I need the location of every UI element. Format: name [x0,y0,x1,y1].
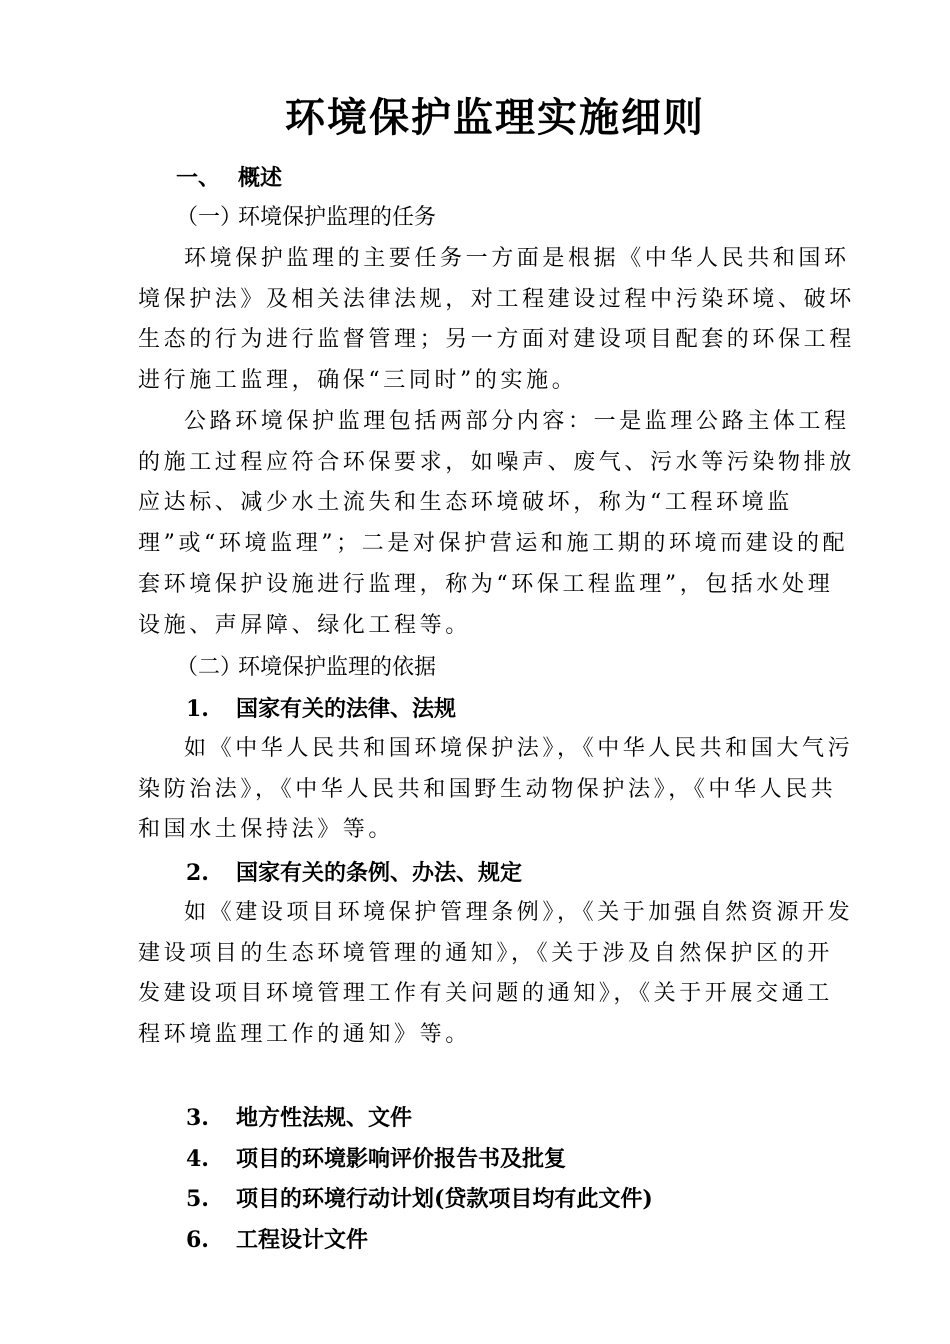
page-title: 环境保护监理实施细则 [285,94,705,141]
basis-item-number: 3. [186,1105,209,1131]
subsection-number: （一） [176,205,243,230]
subsection-heading-tasks [176,203,436,233]
basis-item-text: 国家有关的条例、办法、规定 [236,860,523,886]
basis-item-text: 项目的环境影响评价报告书及批复 [236,1146,567,1172]
basis-item-number: 1. [186,696,209,722]
paragraph-highway-supervision: 公路环境保护监理包括两部分内容：一是监理公路主体工程的施工过程应符合环保要求，如噪声、废气、污水等污染物排放应达标、减少水土流失和生态环境破坏，称为“工程环境监理”或“环境监理”；二是对保护营运和施工期的环境而建设的配套环境保护设施进行监理，称为“环保工程监理”，包括水处理设施、声屏障、绿化工程等。 [138,409,855,638]
basis-item-text: 地方性法规、文件 [236,1105,413,1131]
paragraph-national-laws: 如《中华人民共和国环境保护法》，《中华人民共和国大气污染防治法》，《中华人民共和国野生动物保护法》，《中华人民共和国水土保持法》等。 [138,736,854,843]
basis-item-number: 2. [186,860,209,886]
subsection-title: 环境保护监理的任务 [238,205,437,230]
section-title: 概述 [238,165,283,191]
basis-item [186,1103,412,1133]
basis-item-number: 6. [186,1227,209,1253]
basis-item-number: 5. [186,1186,209,1212]
basis-item-text: 项目的环境行动计划(贷款项目均有此文件) [236,1186,653,1212]
paragraph-tasks-main: 环境保护监理的主要任务一方面是根据《中华人民共和国环境保护法》及相关法律法规，对工程建设过程中污染环境、破坏生态的行为进行监督管理；另一方面对建设项目配套的环保工程进行施工监理，确保“三同时”的实施。 [138,246,855,394]
basis-item-number: 4. [186,1146,209,1172]
basis-item-text: 国家有关的法律、法规 [236,696,457,722]
basis-item [186,1144,566,1174]
basis-item [186,694,456,724]
paragraph-national-regulations: 如《建设项目环境保护管理条例》，《关于加强自然资源开发建设项目的生态环境管理的通知》，《关于涉及自然保护区的开发建设项目环境管理工作有关问题的通知》，《关于开展交通工程环境监理工作的通知》等。 [138,900,854,1048]
basis-item [186,1184,653,1214]
basis-item [186,1225,368,1255]
subsection-number: （二） [176,655,243,680]
basis-item-text: 工程设计文件 [236,1227,369,1253]
subsection-title: 环境保护监理的依据 [238,655,437,680]
subsection-heading-basis [176,653,436,683]
section-number: 一、 [176,165,221,191]
basis-item [186,858,522,888]
section-heading-overview [176,163,282,193]
